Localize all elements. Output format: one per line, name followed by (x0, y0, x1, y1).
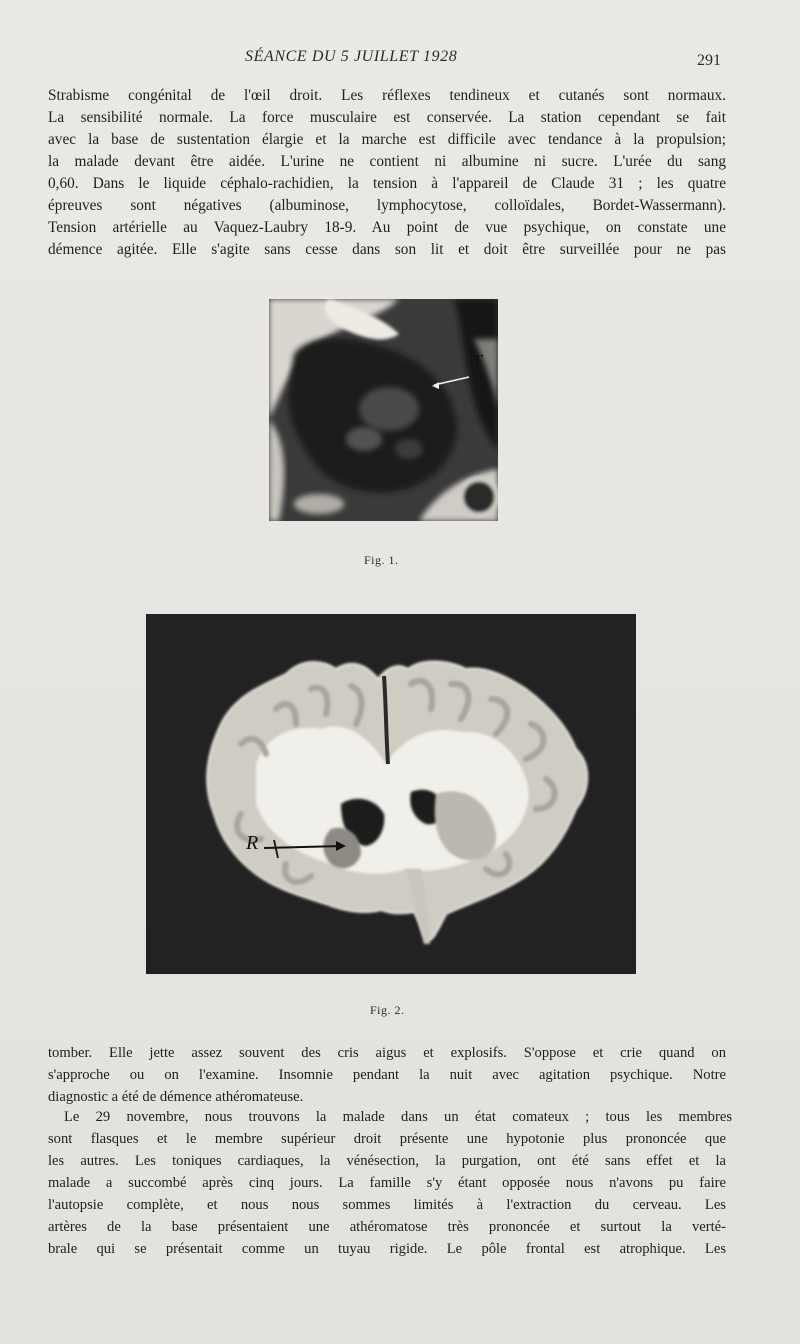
paragraph-line: 0,60. Dans le liquide céphalo-rachidien, la tension à l'appareil de Claude 31 ; les quatre (48, 175, 726, 192)
paragraph-line: Strabisme congénital de l'œil droit. Les réflexes tendineux et cutanés sont normaux. (48, 87, 726, 104)
paragraph-line: Tension artérielle au Vaquez-Laubry 18-9. Au point de vue psychique, on constate une (48, 219, 726, 236)
figure-1-caption: Fig. 1. (364, 553, 399, 567)
paragraph-line: artères de la base présentaient une athéromatose très prononcée et surtout la verté- (48, 1219, 726, 1235)
paragraph-line: s'approche ou on l'examine. Insomnie pendant la nuit avec agitation psychique. Notre (48, 1067, 726, 1083)
figure-2-image (146, 614, 636, 974)
figure-2-caption: Fig. 2. (370, 1003, 405, 1017)
figure-1-label: T (472, 351, 483, 371)
paragraph-line: les autres. Les toniques cardiaques, la vénésection, la purgation, ont été sans effet et la (48, 1153, 726, 1169)
figure-2-photo (146, 614, 636, 974)
paragraph-line: sont flasques et le membre supérieur droit présente une hypotonie plus prononcée que (48, 1131, 726, 1147)
paragraph-line: tomber. Elle jette assez souvent des cris aigus et explosifs. S'oppose et crie quand on (48, 1045, 726, 1061)
paragraph-line: malade a succombé après cinq jours. La famille s'y étant opposée nous n'avons pu faire (48, 1175, 726, 1191)
paragraph-line: brale qui se présentait comme un tuyau rigide. Le pôle frontal est atrophique. Les (48, 1241, 726, 1257)
paragraph-line: la malade devant être aidée. L'urine ne contient ni albumine ni sucre. L'urée du sang (48, 153, 726, 170)
running-head (0, 48, 800, 72)
running-title: SÉANCE DU 5 JUILLET 1928 (245, 48, 458, 65)
paragraph-line: l'autopsie complète, et nous nous sommes limités à l'extraction du cerveau. Les (48, 1197, 726, 1213)
paragraph-line: Le 29 novembre, nous trouvons la malade dans un état comateux ; tous les membres (64, 1109, 732, 1125)
paragraph-line: La sensibilité normale. La force musculaire est conservée. La station cependant se fait (48, 109, 726, 126)
figure-2-label: R (246, 832, 259, 854)
figure-1-photo (269, 299, 498, 521)
paragraph-line: démence agitée. Elle s'agite sans cesse dans son lit et doit être surveillée pour ne pas (48, 241, 726, 258)
paragraph-line: épreuves sont négatives (albuminose, lymphocytose, colloïdales, Bordet-Wassermann). (48, 197, 726, 214)
paragraph-line: diagnostic a été de démence athéromateuse. (48, 1089, 304, 1105)
paragraph-line: avec la base de sustentation élargie et la marche est difficile avec tendance à la propulsion; (48, 131, 726, 148)
figure-1-image (269, 299, 498, 521)
page-number: 291 (697, 52, 721, 69)
